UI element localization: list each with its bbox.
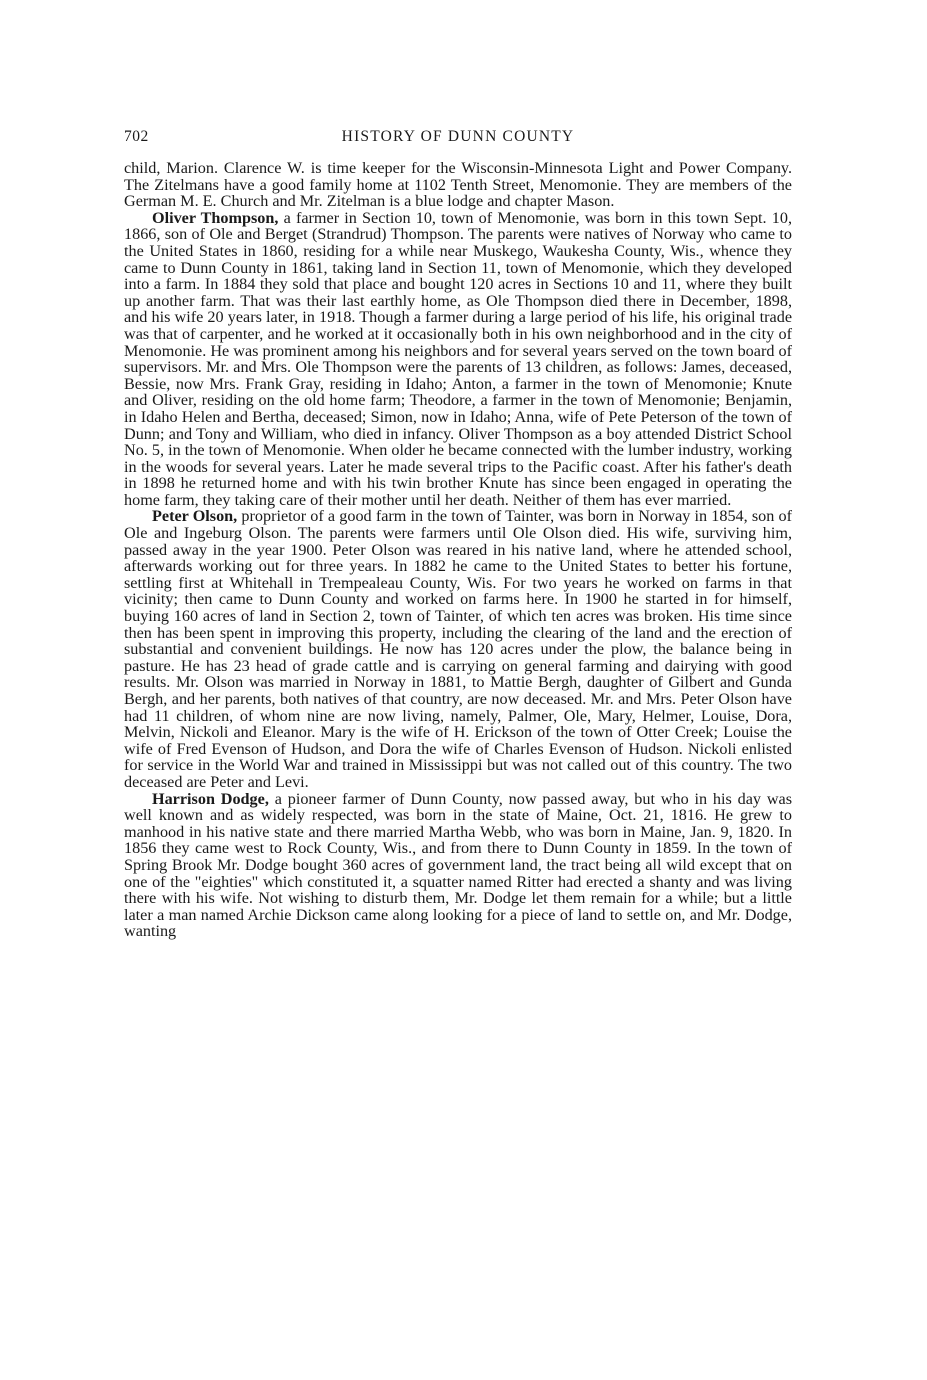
body-text — [124, 160, 792, 940]
paragraph-text: a farmer in Section 10, town of Menomonie, was born in this town Sept. 10, 1866, son of Ole and Berget (Strandrud) Thompson. The parents were natives of Norway who came to the United States in 1860, residing for a while near Muskego, Waukesha County, Wis., whence they came to Dunn County in 1861, taking land in Section 11, town of Menomonie, which they developed into a farm. In 1884 they sold that place and bought 120 acres in Sections 10 and 11, where they built up another farm. That was their last earthly home, as Ole Thompson died there in December, 1898, and his wife 20 years later, in 1918. Though a farmer during a large period of his life, his original trade was that of carpenter, and he worked at it occasionally both in his own neighborhood and in the city of Menomonie. He was prominent among his neighbors and for several years served on the town board of supervisors. Mr. and Mrs. Ole Thompson were the parents of 13 children, as follows: James, deceased, Bessie, now Mrs. Frank Gray, residing in Idaho; Anton, a farmer in the town of Menomonie; Knute and Oliver, residing on the old home farm; Theodore, a farmer in the town of Menomonie; Benjamin, in Idaho Helen and Bertha, deceased; Simon, now in Idaho; Anna, wife of Pete Peterson of the town of Dunn; and Tony and William, who died in infancy. Oliver Thompson as a boy attended District School No. 5, in the town of Menomonie. When older he became connected with the lumber industry, working in the woods for several years. Later he made several trips to the Pacific coast. After his father's death in 1898 he returned home and with his twin brother Knute has since been engaged in operating the home farm, they taking care of their mother until her death. Neither of them has ever married. — [124, 208, 792, 509]
paragraph-peter-olson — [124, 508, 792, 790]
paragraph-oliver-thompson — [124, 210, 792, 509]
subject-name: Oliver Thompson, — [152, 208, 279, 227]
running-head — [124, 128, 792, 150]
subject-name: Peter Olson, — [152, 507, 238, 526]
paragraph-harrison-dodge — [124, 791, 792, 940]
paragraph-text: proprietor of a good farm in the town of Tainter, was born in Norway in 1854, son of Ole and Ingeburg Olson. The parents were farmers until Ole Olson died. His wife, surviving him, passed away in the year 1900. Peter Olson was reared in his native land, where he attended school, afterwards working out for three years. In 1882 he came to the United States to better his fortune, settling first at Whitehall in Trempealeau County, Wis. For two years he worked on farms in that vicinity; then came to Dunn County and worked on farms here. In 1900 he started in for himself, buying 160 acres of land in Section 2, town of Tainter, of which ten acres was broken. His time since then has been spent in improving this property, including the clearing of the land and the erection of substantial and convenient buildings. He now has 120 acres under the plow, the balance being in pasture. He has 23 head of grade cattle and is carrying on general farming and dairying with good results. Mr. Olson was married in Norway in 1881, to Mattie Bergh, daughter of Gilbert and Gunda Bergh, and her parents, both natives of that country, are now deceased. Mr. and Mrs. Peter Olson have had 11 children, of whom nine are now living, namely, Palmer, Ole, Mary, Helmer, Louise, Dora, Melvin, Nickoli and Eleanor. Mary is the wife of H. Erickson of the town of Otter Creek; Louise the wife of Fred Evenson of Hudson, and Dora the wife of Charles Evenson of Hudson. Nickoli enlisted for service in the World War and trained in Mississippi but was not called out of this country. The two deceased are Peter and Levi. — [124, 507, 792, 791]
page-number: 702 — [124, 128, 149, 145]
paragraph-text: a pioneer farmer of Dunn County, now passed away, but who in his day was well known and as widely respected, was born in the state of Maine, Oct. 21, 1816. He grew to manhood in his native state and there married Martha Webb, who was born in Maine, Jan. 9, 1820. In 1856 they came west to Rock County, Wis., and from there to Dunn County in 1859. In the town of Spring Brook Mr. Dodge bought 360 acres of government land, the tract being all wild except that on one of the "eighties" which constituted it, a squatter named Ritter had erected a shanty and was living there with his wife. Not wishing to disturb them, Mr. Dodge let them remain for a while; but a little later a man named Archie Dickson came along looking for a piece of land to settle on, and Mr. Dodge, wanting — [124, 789, 793, 941]
paragraph-continuation — [124, 160, 792, 210]
running-title: HISTORY OF DUNN COUNTY — [341, 128, 575, 145]
subject-name: Harrison Dodge, — [152, 789, 269, 808]
paragraph-text: child, Marion. Clarence W. is time keeper for the Wisconsin-Minnesota Light and Power Company. The Zitelmans have a good family home at 1102 Tenth Street, Menomonie. They are members of the German M. E. Church and Mr. Zitelman is a blue lodge and chapter Mason. — [124, 159, 792, 211]
